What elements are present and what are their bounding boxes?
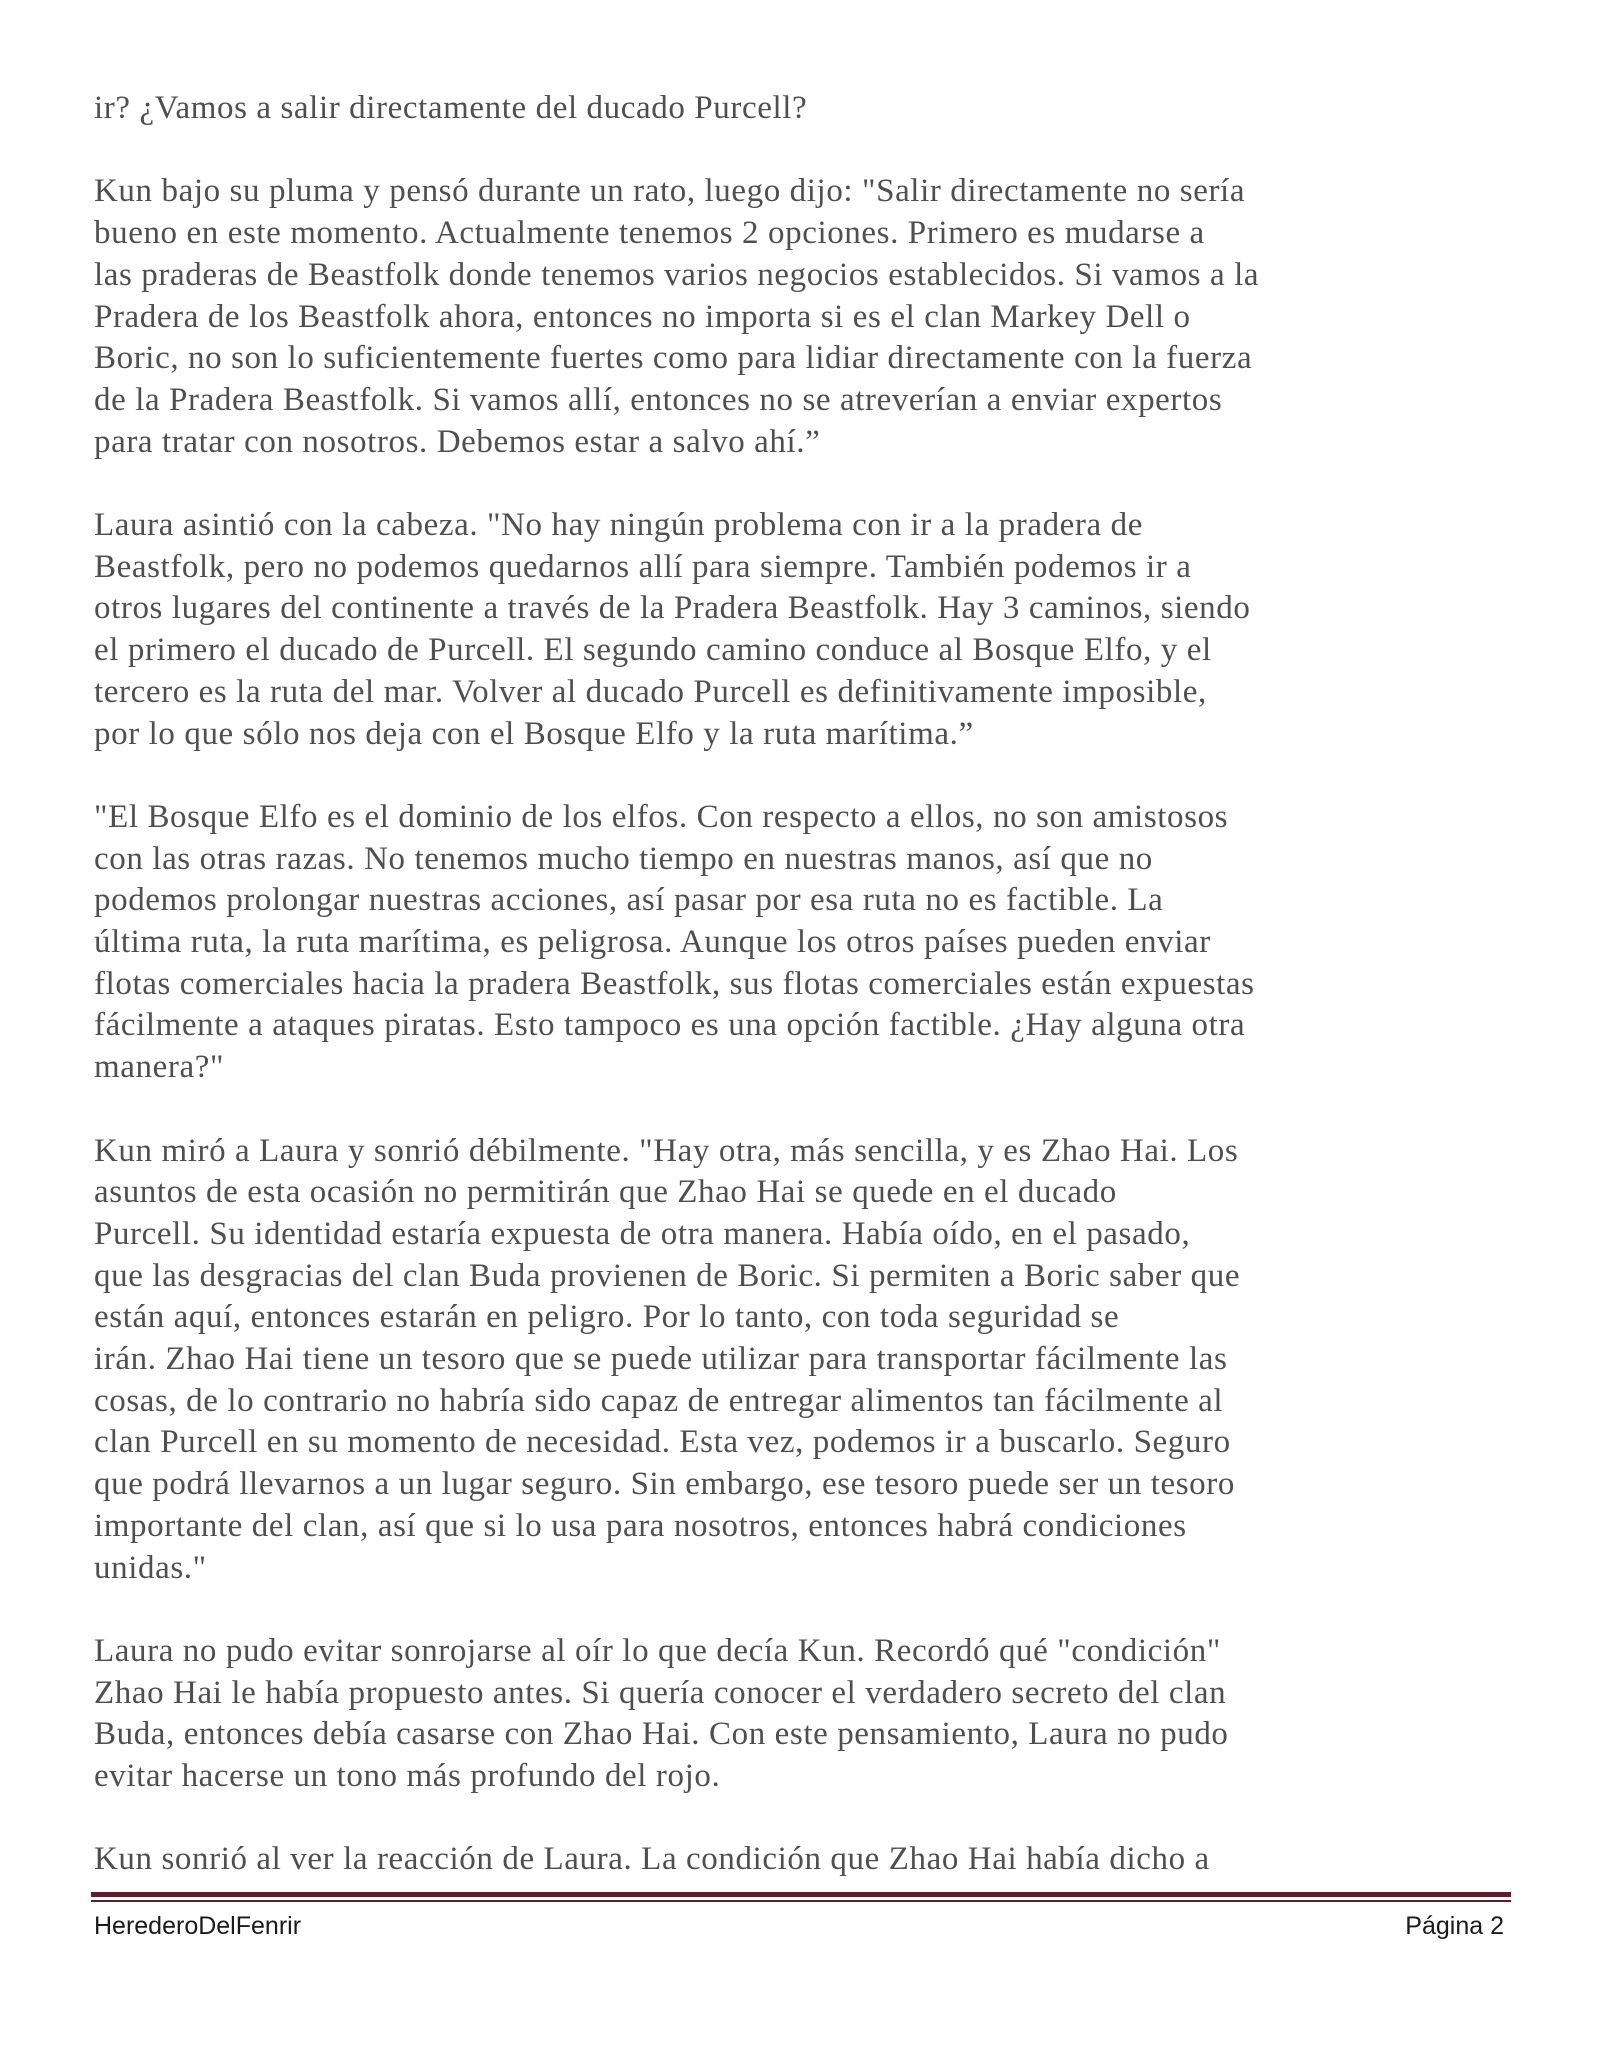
paragraph: Kun sonrió al ver la reacción de Laura. La condición que Zhao Hai había dicho a <box>94 1841 1210 1878</box>
document-body <box>94 88 1514 1881</box>
paragraph: Laura no pudo evitar sonrojarse al oír lo que decía Kun. Recordó qué "condición" Zhao Hai le había propuesto antes. Si quería conocer el verdadero secreto del clan Buda, entonces debía casarse con Zhao Hai. Con este pensamiento, Laura no pudo evitar hacerse un tono más profundo del rojo. <box>94 1632 1229 1795</box>
footer-page-number: Página 2 <box>1405 1912 1504 1940</box>
footer-divider <box>91 1892 1511 1897</box>
footer-author: HerederoDelFenrir <box>94 1912 302 1940</box>
paragraph: Laura asintió con la cabeza. "No hay ningún problema con ir a la pradera de Beastfolk, pero no podemos quedarnos allí para siempre. También podemos ir a otros lugares del continente a través de la Pradera Beastfolk. Hay 3 caminos, siendo el primero el ducado de Purcell. El segundo camino conduce al Bosque Elfo, y el tercero es la ruta del mar. Volver al ducado Purcell es definitivamente imposible, por lo que sólo nos deja con el Bosque Elfo y la ruta marítima.” <box>94 507 1251 752</box>
paragraph: Kun bajo su pluma y pensó durante un rato, luego dijo: "Salir directamente no sería bueno en este momento. Actualmente tenemos 2 opciones. Primero es mudarse a las praderas de Beastfolk donde tenemos varios negocios establecidos. Si vamos a la Pradera de los Beastfolk ahora, entonces no importa si es el clan Markey Dell o Boric, no son lo suficientemente fuertes como para lidiar directamente con la fuerza de la Pradera Beastfolk. Si vamos allí, entonces no se atreverían a enviar expertos para tratar con nosotros. Debemos estar a salvo ahí.” <box>94 173 1260 460</box>
paragraph: Kun miró a Laura y sonrió débilmente. "Hay otra, más sencilla, y es Zhao Hai. Los asuntos de esta ocasión no permitirán que Zhao Hai se quede en el ducado Purcell. Su identidad estaría expuesta de otra manera. Había oído, en el pasado, que las desgracias del clan Buda provienen de Boric. Si permiten a Boric saber que están aquí, entonces estarán en peligro. Por lo tanto, con toda seguridad se irán. Zhao Hai tiene un tesoro que se puede utilizar para transportar fácilmente las cosas, de lo contrario no habría sido capaz de entregar alimentos tan fácilmente al clan Purcell en su momento de necesidad. Esta vez, podemos ir a buscarlo. Seguro que podrá llevarnos a un lugar seguro. Sin embargo, ese tesoro puede ser un tesoro importante del clan, así que si lo usa para nosotros, entonces habrá condiciones unidas." <box>94 1132 1241 1586</box>
footer-divider-thin <box>91 1900 1511 1902</box>
paragraph: "El Bosque Elfo es el dominio de los elfos. Con respecto a ellos, no son amistosos con las otras razas. No tenemos mucho tiempo en nuestras manos, así que no podemos prolongar nuestras acciones, así pasar por esa ruta no es factible. La última ruta, la ruta marítima, es peligrosa. Aunque los otros países pueden enviar flotas comerciales hacia la pradera Beastfolk, sus flotas comerciales están expuestas fácilmente a ataques piratas. Esto tampoco es una opción factible. ¿Hay alguna otra manera?" <box>94 798 1255 1086</box>
paragraph: ir? ¿Vamos a salir directamente del ducado Purcell? <box>94 90 808 126</box>
